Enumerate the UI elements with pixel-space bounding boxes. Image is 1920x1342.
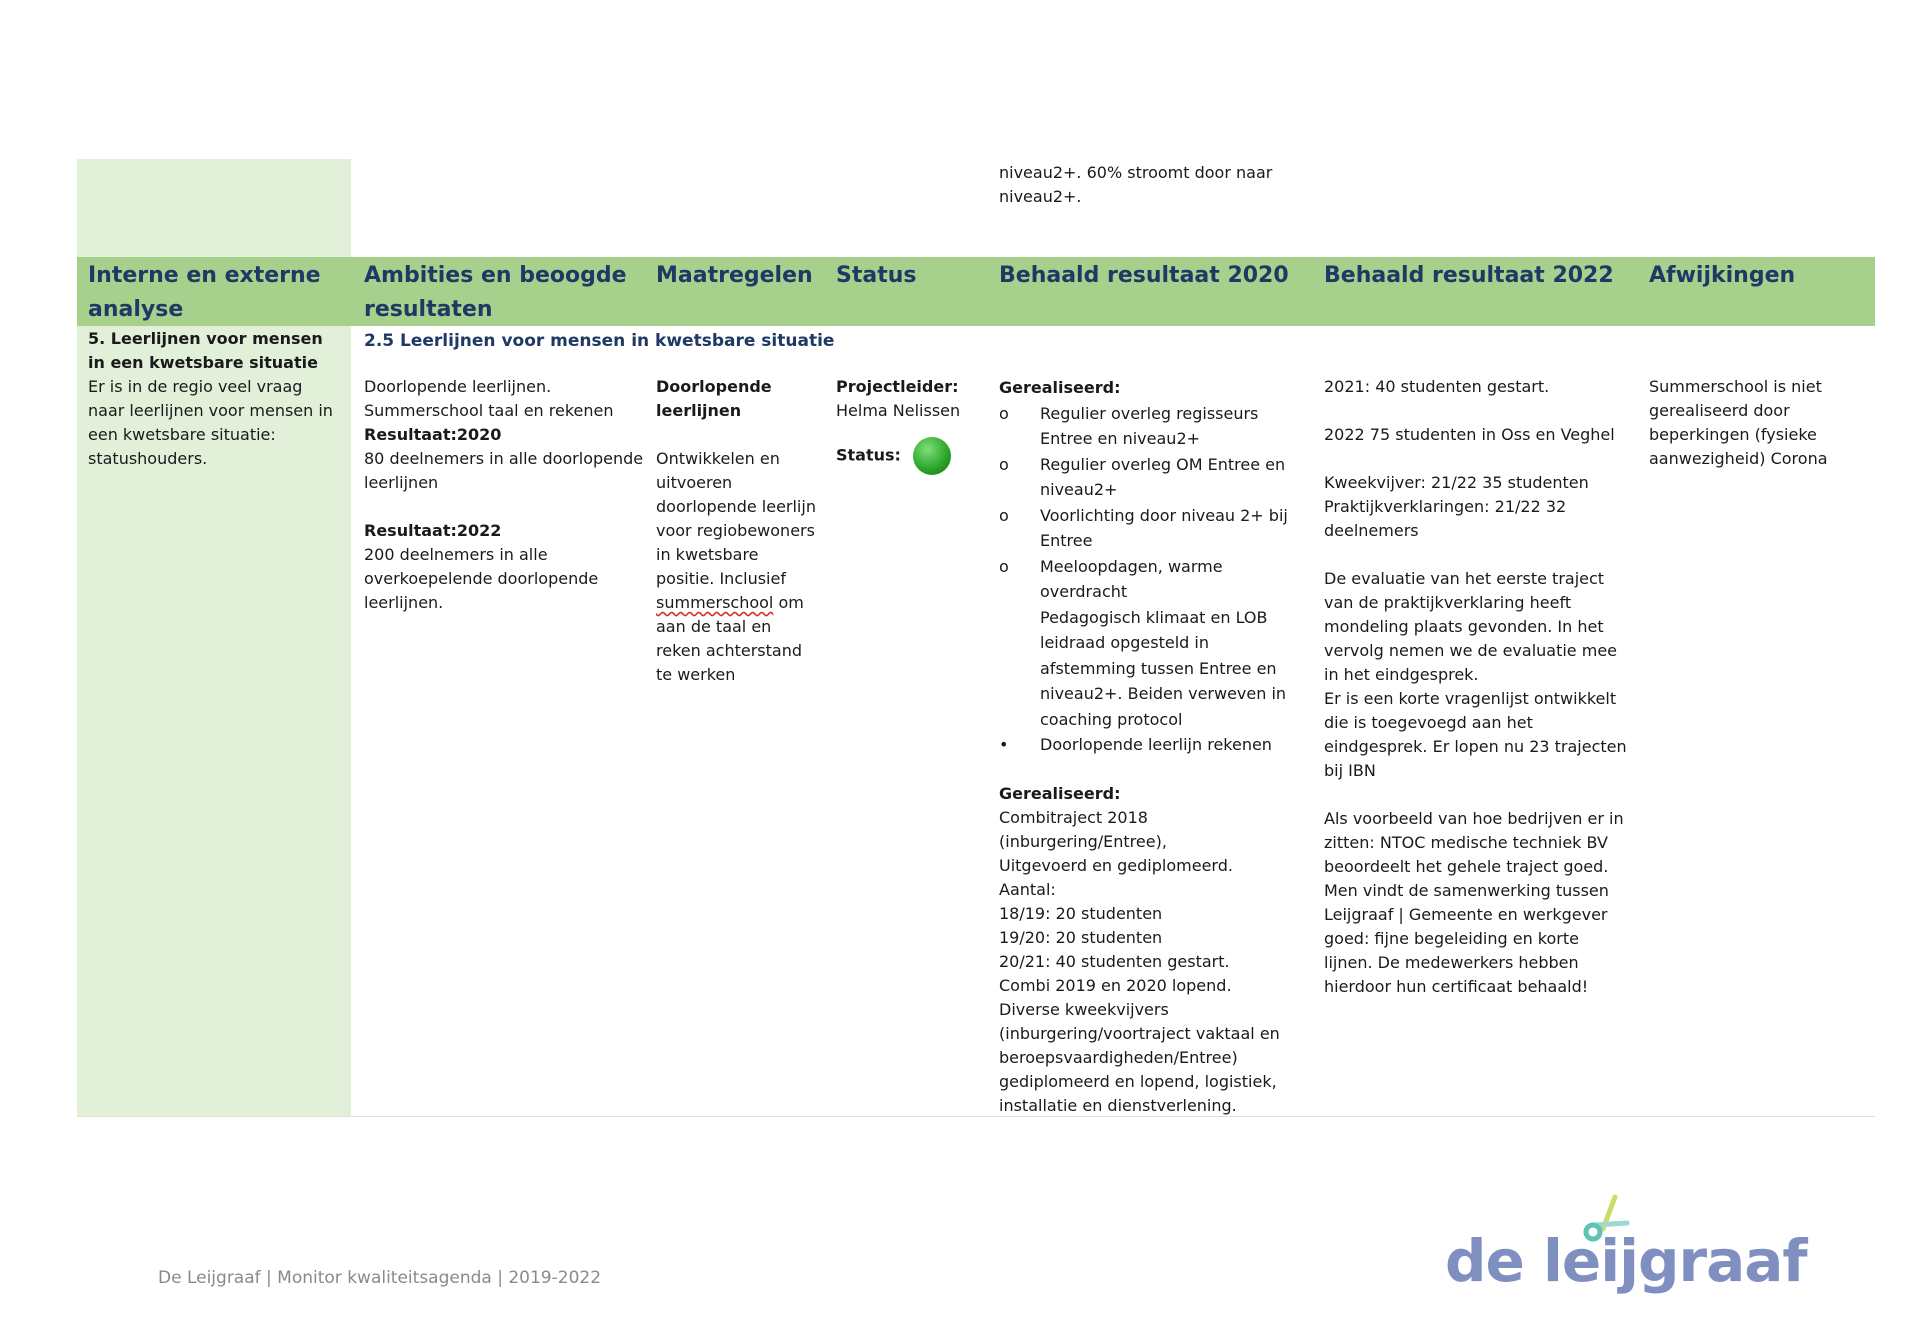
ambitions-cell <box>364 375 649 615</box>
realised-detail-line: Combitraject 2018 <box>999 807 1148 827</box>
realised-detail-line: (inburgering/Entree), <box>999 831 1167 851</box>
realised-label: Gerealiseerd: <box>999 378 1121 397</box>
measures-text-b: om aan de taal en reken achterstand te werken <box>656 593 804 684</box>
result-2022-p6: Als voorbeeld van hoe bedrijven er in zitten: NTOC medische techniek BV beoordeelt het gehele traject goed. Men vindt de samenwerking tussen Leijgraaf | Gemeente en werkgever goed: fijne begeleiding en korte lijnen. De medewerkers hebben hierdoor hun certificaat behaald! <box>1324 809 1624 996</box>
section-title: 2.5 Leerlijnen voor mensen in kwetsbare situatie <box>364 331 835 351</box>
deviations-cell: Summerschool is niet gerealiseerd door beperkingen (fysieke aanwezigheid) Corona <box>1649 377 1828 468</box>
header-status: Status <box>836 263 917 288</box>
result-2022-p1: 2021: 40 studenten gestart. <box>1324 377 1550 396</box>
measures-cell <box>656 375 816 687</box>
result-2022-cell <box>1324 375 1629 999</box>
analysis-title: 5. Leerlijnen voor mensen in een kwetsbare situatie <box>88 329 323 372</box>
circle-bullet-icon: o <box>999 403 1009 423</box>
circle-bullet-icon: o <box>999 505 1009 525</box>
result-2022-text: 200 deelnemers in alle overkoepelende doorlopende leerlijnen. <box>364 545 599 612</box>
realised-list-item <box>999 605 1299 733</box>
header-resultaat-2022: Behaald resultaat 2022 <box>1324 263 1614 288</box>
leijgraaf-logo <box>1445 1195 1807 1309</box>
leader-name: Helma Nelissen <box>836 401 961 420</box>
result-2022-p3b: Praktijkverklaringen: 21/22 32 deelnemers <box>1324 497 1567 540</box>
logo-mark-icon <box>1445 1195 1807 1305</box>
table-bottom-border <box>77 1116 1875 1117</box>
header-afwijkingen: Afwijkingen <box>1649 263 1796 288</box>
status-cell <box>836 375 986 475</box>
result-2022-p4: De evaluatie van het eerste traject van de praktijkverklaring heeft mondeling plaats gevonden. In het vervolg nemen we de evaluatie mee in het eindgesprek. <box>1324 569 1618 684</box>
result-2020-text: 80 deelnemers in alle doorlopende leerlijnen <box>364 449 644 492</box>
result-2020-cell <box>999 375 1299 1118</box>
footer-text: De Leijgraaf | Monitor kwaliteitsagenda | 2019-2022 <box>158 1268 602 1288</box>
realised-detail-line: 20/21: 40 studenten gestart. <box>999 951 1230 971</box>
realised-detail-line: 18/19: 20 studenten <box>999 903 1163 923</box>
realised-detail-line: 19/20: 20 studenten <box>999 927 1163 947</box>
analysis-cell <box>88 327 343 471</box>
result-2022-p3a: Kweekvijver: 21/22 35 studenten <box>1324 473 1589 492</box>
realised-item-text: Doorlopende leerlijn rekenen <box>1040 735 1272 754</box>
realised-item-text: Pedagogisch klimaat en LOB leidraad opgesteld in afstemming tussen Entree en niveau2+. Beiden verweven in coaching protocol <box>1040 607 1287 729</box>
realised-list-item <box>999 503 1299 554</box>
circle-bullet-icon: o <box>999 556 1009 576</box>
green-status-circle-icon <box>913 437 951 475</box>
header-ambities: Ambities en beoogde resultaten <box>364 263 627 322</box>
bullet-icon: • <box>999 735 1009 754</box>
circle-bullet-icon: o <box>999 454 1009 474</box>
result-2022-p5: Er is een korte vragenlijst ontwikkelt die is toegevoegd aan het eindgesprek. Er lopen nu 23 trajecten bij IBN <box>1324 689 1627 780</box>
realised-item-text: Meeloopdagen, warme overdracht <box>1040 556 1223 601</box>
realised-detail-line: Aantal: <box>999 879 1056 899</box>
realised-list-item <box>999 732 1299 758</box>
realised-detail-line: Combi 2019 en 2020 lopend. <box>999 975 1232 995</box>
analysis-text: Er is in de regio veel vraag naar leerlijnen voor mensen in een kwetsbare situatie: statushouders. <box>88 377 333 468</box>
realised-list-item <box>999 452 1299 503</box>
realised-label-2: Gerealiseerd: <box>999 783 1121 803</box>
realised-item-text: Regulier overleg OM Entree en niveau2+ <box>1040 454 1286 499</box>
realised-detail-line: Diverse kweekvijvers (inburgering/voortraject vaktaal en beroepsvaardigheden/Entree) gediplomeerd en lopend, logistiek, installatie en dienstverlening. <box>999 999 1280 1115</box>
status-label: Status: <box>836 445 901 465</box>
leader-label: Projectleider: <box>836 377 959 396</box>
header-analyse: Interne en externe analyse <box>88 263 321 322</box>
carryover-text: niveau2+. 60% stroomt door naar niveau2+. <box>999 163 1273 206</box>
result-2022-label: Resultaat:2022 <box>364 521 502 540</box>
measures-text-a: Ontwikkelen en uitvoeren doorlopende leerlijn voor regiobewoners in kwetsbare positie. Inclusief <box>656 449 816 588</box>
spelling-flag: summerschool <box>656 593 774 612</box>
measures-text <box>656 447 816 687</box>
result-2020-label: Resultaat:2020 <box>364 425 502 444</box>
realised-detail-line: Uitgevoerd en gediplomeerd. <box>999 855 1233 875</box>
realised-item-text: Voorlichting door niveau 2+ bij Entree <box>1040 505 1288 550</box>
result-2022-p2: 2022 75 studenten in Oss en Veghel <box>1324 425 1615 444</box>
ambitions-intro: Doorlopende leerlijnen. Summerschool taal en rekenen <box>364 377 614 420</box>
header-maatregelen: Maatregelen <box>656 263 813 288</box>
realised-item-text: Regulier overleg regisseurs Entree en niveau2+ <box>1040 403 1259 448</box>
realised-list <box>999 401 1299 758</box>
realised-list-item <box>999 401 1299 452</box>
measures-title: Doorlopende leerlijnen <box>656 377 772 420</box>
header-resultaat-2020: Behaald resultaat 2020 <box>999 263 1289 288</box>
svg-text:de leijgraaf: de leijgraaf <box>1445 1227 1807 1295</box>
realised-list-item <box>999 554 1299 605</box>
realised-details <box>999 806 1299 1118</box>
